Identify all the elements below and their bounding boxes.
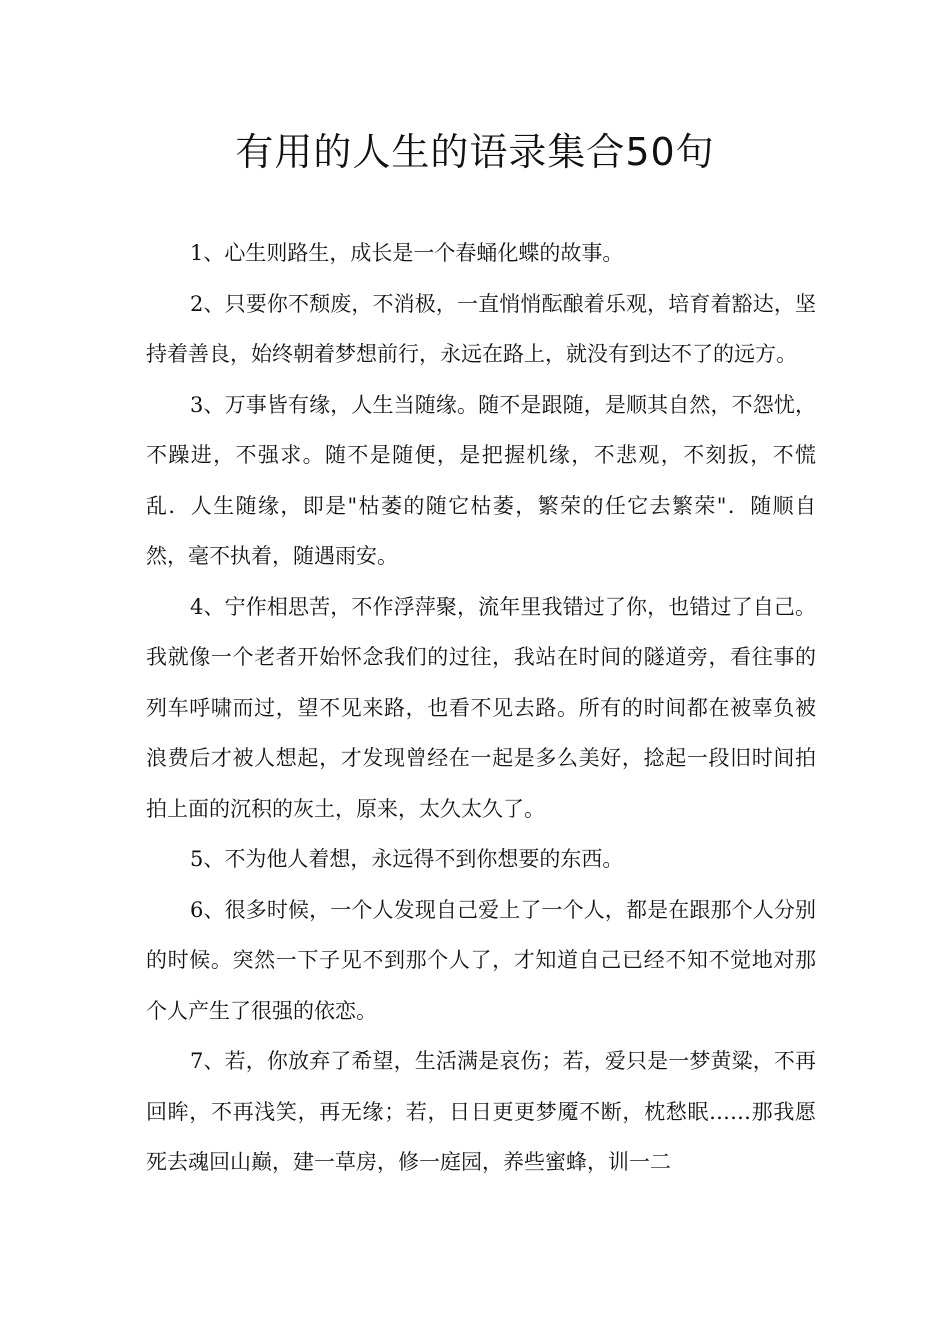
quote-paragraph-7: 7、若，你放弃了希望，生活满是哀伤；若，爱只是一梦黄粱，不再回眸，不再浅笑，再无缘；若，日日更更梦魇不断，枕愁眠……那我愿死去魂回山巅，建一草房，修一庭园，养些蜜蜂，训一二 <box>146 1049 816 1174</box>
quote-paragraph-3: 3、万事皆有缘，人生当随缘。随不是跟随，是顺其自然，不怨忧，不躁进，不强求。随不是随便，是把握机缘，不悲观，不刻扳，不慌乱．人生随缘，即是"枯萎的随它枯萎，繁荣的任它去繁荣"．随顺自然，毫不执着，随遇雨安。 <box>146 392 816 568</box>
document-body <box>146 228 816 1188</box>
document-title: 有用的人生的语录集合50句 <box>235 130 715 174</box>
quote-paragraph-4: 4、宁作相思苦，不作浮萍聚，流年里我错过了你，也错过了自己。我就像一个老者开始怀念我们的过往，我站在时间的隧道旁，看往事的列车呼啸而过，望不见来路，也看不见去路。所有的时间都在被辜负被浪费后才被人想起，才发现曾经在一起是多么美好，捻起一段旧时间拍拍上面的沉积的灰土，原来，太久太久了。 <box>146 594 816 821</box>
quote-paragraph-6: 6、很多时候，一个人发现自己爱上了一个人，都是在跟那个人分别的时候。突然一下子见不到那个人了，才知道自己已经不知不觉地对那个人产生了很强的依恋。 <box>146 897 816 1023</box>
quote-paragraph-5: 5、不为他人着想，永远得不到你想要的东西。 <box>190 847 624 871</box>
quote-paragraph-2: 2、只要你不颓废，不消极，一直悄悄酝酿着乐观，培育着豁达，坚持着善良，始终朝着梦想前行，永远在路上，就没有到达不了的远方。 <box>146 291 816 366</box>
quote-paragraph-1: 1、心生则路生，成长是一个春蛹化蝶的故事。 <box>190 241 624 265</box>
